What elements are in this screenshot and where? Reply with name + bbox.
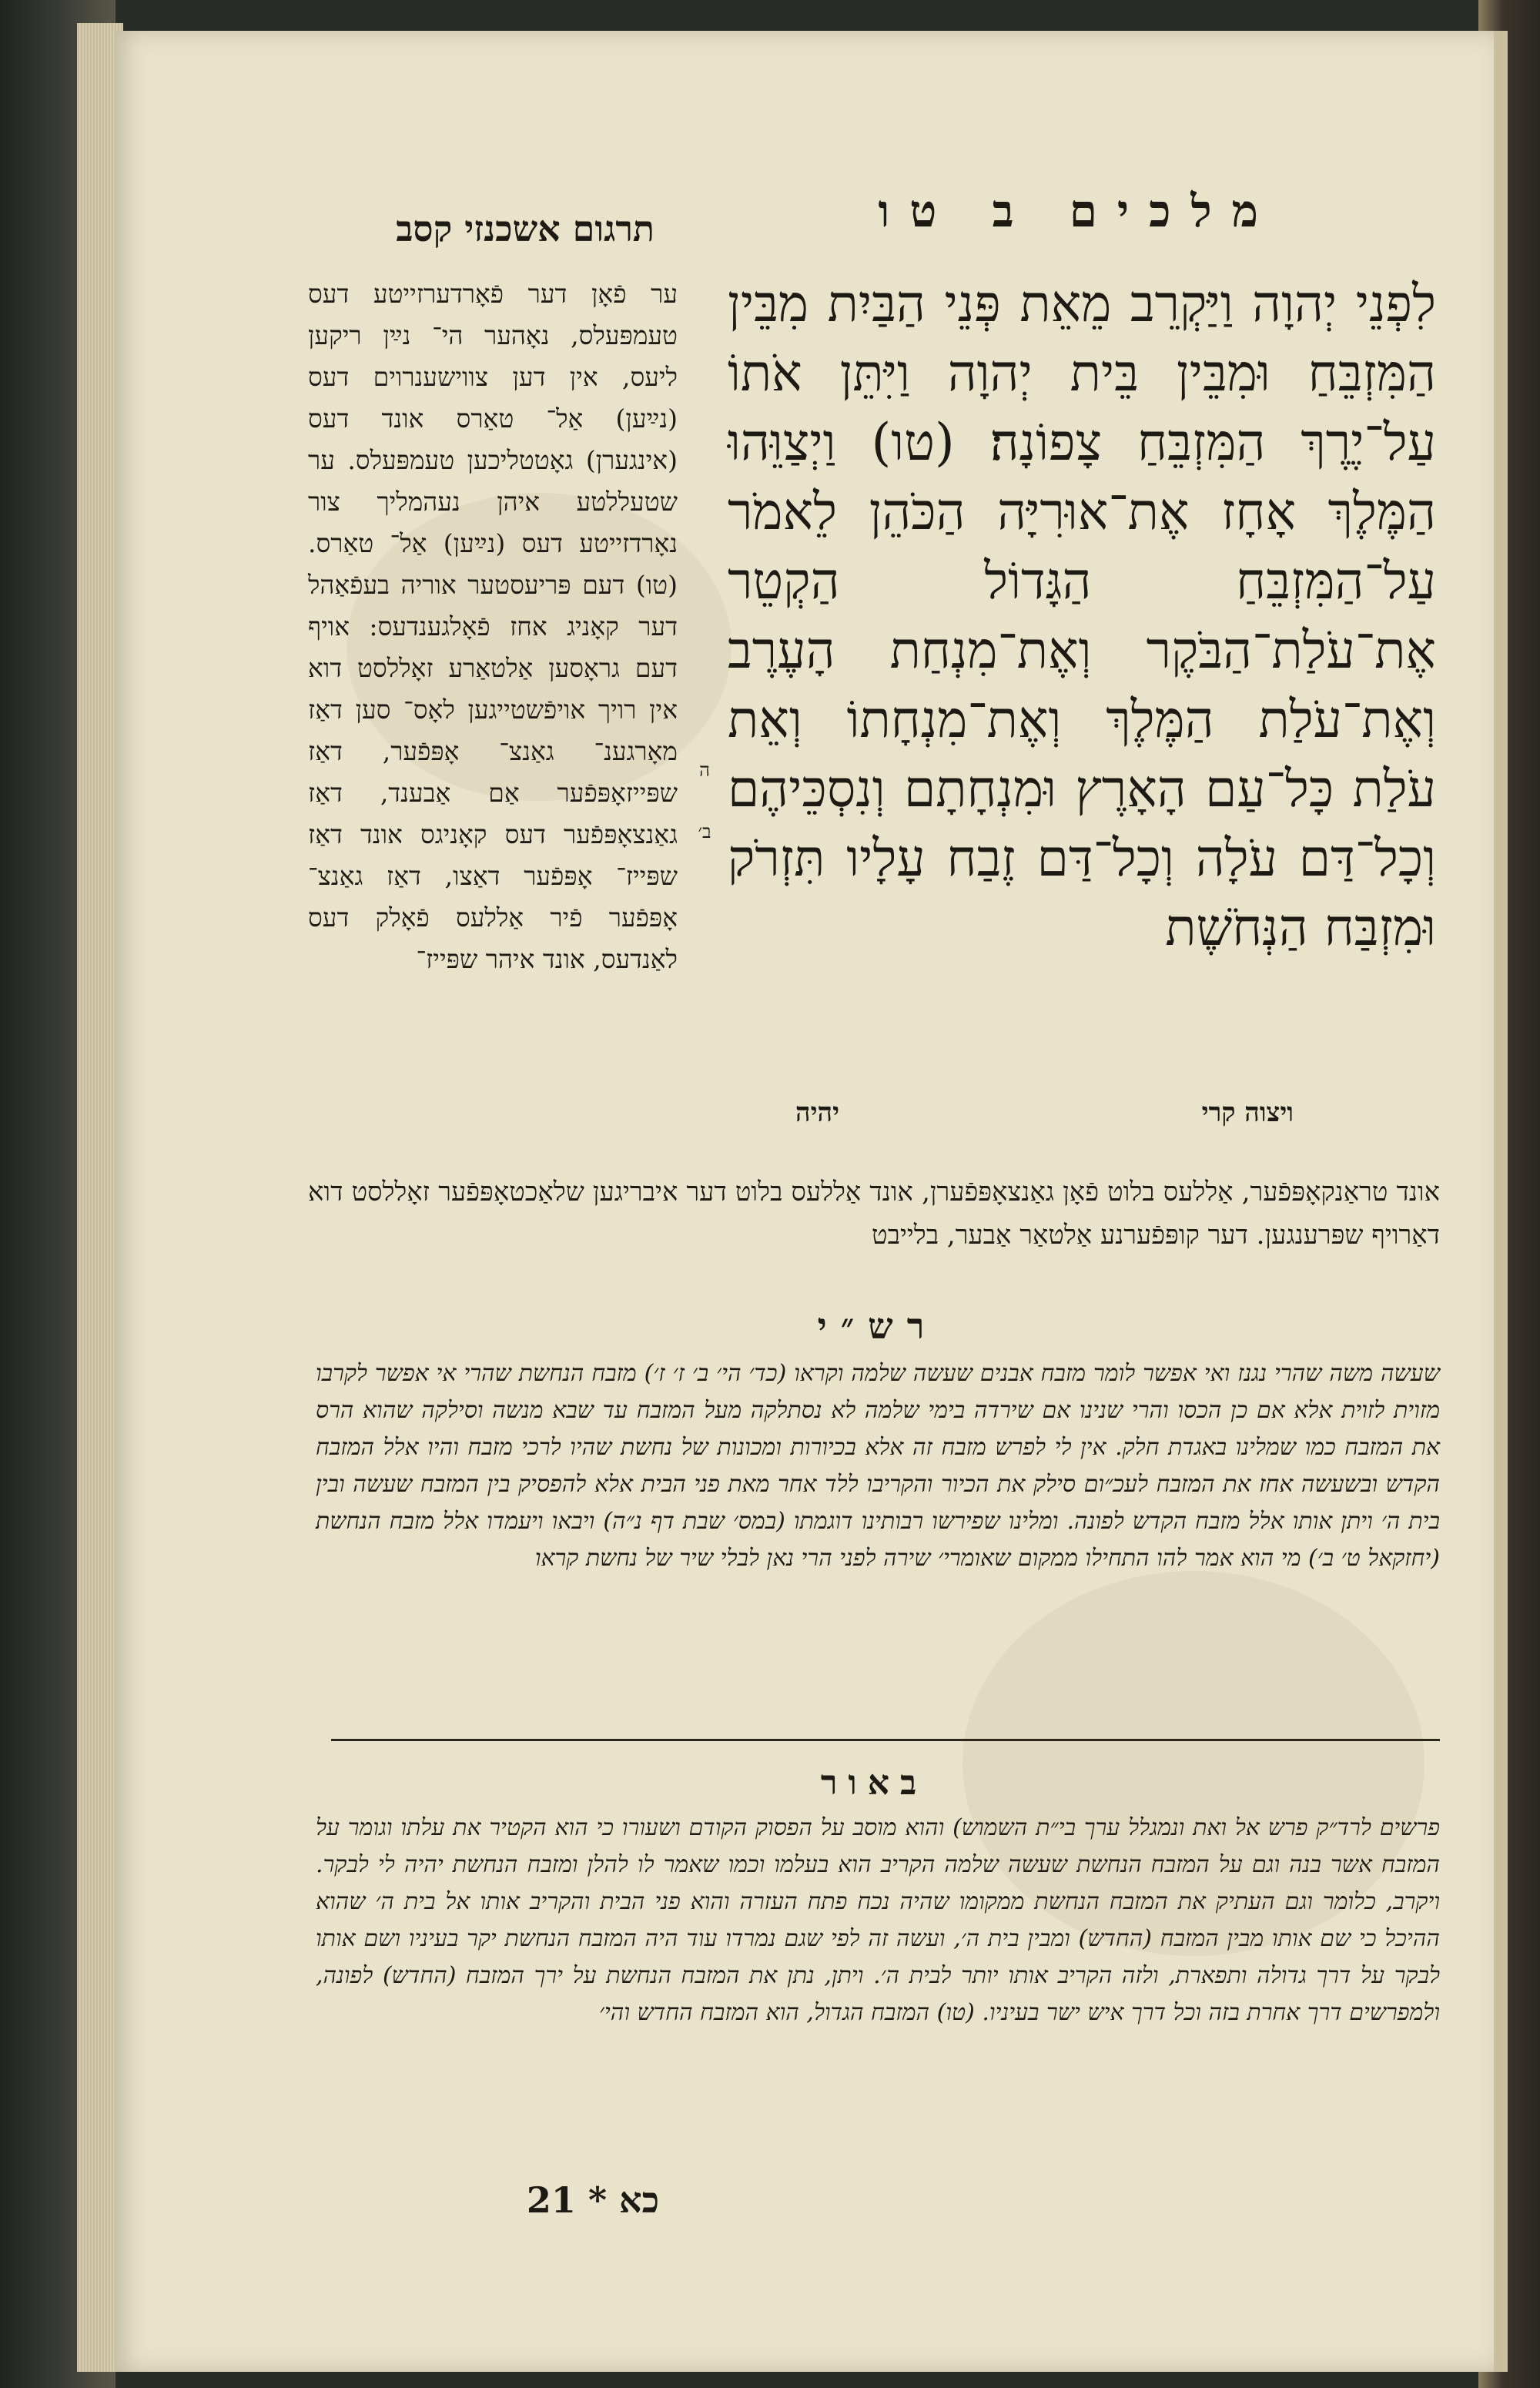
- kri-note: ויצוה קרי: [1201, 1097, 1294, 1128]
- targum-title: תרגום אשכנזי קסב: [396, 208, 654, 250]
- rashi-title: רש״י: [817, 1305, 939, 1347]
- biur-commentary: פרשים לרד״ק פרש אל ואת ונמגלל ערך בי״ת השמוש) והוא מוסב על הפסוק הקודם ושעורו כי הוא הקטיר את עלתו וגומר על המזבח אשר בנה וגם על המזבח הנחשת שעשה שלמה הקריב הוא בעלמו וכמו שאמר לו להלן ומזבח הנחשת יהיה לי לבקר. ויקרב, כלומר וגם העתיק את המזבח הנחשת ממקומו שהיה נכח פתח העזרה והוא פני הבית והקריב אותו אל בית ה׳ שהוא ההיכל כי שם אותו מבין המזבח (החדש) ומבין בית ה׳, ועשה זה לפי שגם נמרדו עוד היה המזבח הנחשת יקר בעיניו ושם אותו לבקר על דרך גדולה ותפארת, ולזה הקריב אותו יותר לבית ה׳. ויתן, נתן את המזבח הנחשת על ירך המזבח (החדש) לפונה, ולמפרשים דרך אחרת בזה וכל דרך איש ישר בעיניו. (טו) המזבח הגדול, הוא המזבח החדש והי׳: [316, 1814, 1440, 2026]
- margin-note: ב׳: [698, 821, 711, 842]
- page-number: 21 * כא: [526, 2179, 660, 2221]
- targum-text: ער פֿאָן דער פֿאָרדערזייטע דעס טעמפּעלס, נאָהער הי־ נײַן ריקען ליעס, אין דען צווישענרוים דעס (נײַען) אַל־ טאַרס אונד דעס (אינגערן) גאָטטליכען טעמפּעלס. ער שטעללטע איהן נעהמליך צור נאָרדזייטע דעס (נײַען) אַל־ טאַרס. (טו) דעם פּריעסטער אוריה בעפֿאַהל דער קאָניג אחז פֿאָלגענדעס: אויף דעם גראָסען אַלטאַרע זאָללסט דוא אין רויך אויפֿשטייגען לאָס־ סען דאַז מאָרגענ־ גאַנצ־ אָפּפֿער, דאַז שפּייזאָפּפֿער אַם אַבענד, דאַז גאַנצאָפּפֿער דעס קאָניגס אונד דאַז שפּייז־ אָפּפֿער דאַצו, דאַז גאַנצ־ אָפּפֿער פֿיר אַללעס פֿאָלק דעס לאַנדעס, אונד איהר שפּייז־: [308, 279, 678, 974]
- biur-title: באור: [820, 1763, 928, 1803]
- margin-notes: [689, 739, 720, 862]
- book-title: מלכים ב טו: [878, 185, 1278, 237]
- next-page-edge: [1494, 31, 1508, 2372]
- margin-note: ה: [699, 759, 710, 781]
- kri-note-second: יהיה: [795, 1097, 839, 1128]
- rashi-commentary: שעשה משה שהרי נגנז ואי אפשר לומר מזבח אבנים שעשה שלמה וקראו (כד׳ הי׳ ב׳ ז׳ ז׳) מזבח הנחשת שהרי אי אפשר לקרבו מזוית לזוית אלא אם כן הכסו והרי שנינו אם שירדה בימי שלמה לא נסתלקה מעל המזבח עד שבא מנשה וסילקה שהוא הרס את המזבח כמו שמלינו באגדת חלק. אין לי לפרש מזבח זה אלא בכיורות ומכונות של נחשת שהיו לרכי מזבח והיו אלל המזבח הקדש ובשעשה אחז את המזבח לעכ״ום סילק את הכיור והקריבו ללד אחר מאת פני הבית אלא להפסיק בין המזבח שעשה ובין בית ה׳ ויתן אותו אלל מזבח הקדש לפונה. ומלינו שפירשו רבותינו דוגמתו (במס׳ שבת דף נ״ה) ויבאו ויעמדו אלל מזבח הנחשת (יחזקאל ט׳ ב׳) מי הוא אמר להו התחילו ממקום שאומרי׳ שירה לפני הרי נאן לבלי שיר של נחשת קראו: [316, 1360, 1440, 1572]
- targum-continuation: אונד טראַנקאָפּפֿער, אַללעס בלוט פֿאָן גאַנצאָפּפֿערן, אונד אַללעס בלוט דער איבריגען שלאַכטאָפּפֿער זאָללסט דוא דאַרויף שפּרענגען. דער קופּפֿערנע אַלטאַר אַבער, בלייבט: [308, 1177, 1440, 1251]
- section-divider: [331, 1739, 1440, 1741]
- scripture-text: לִפְנֵי יְהוָה וַיַּקְרֵב מֵאֵת פְּנֵי הַבַּיִת מִבֵּין הַמִּזְבֵּחַ וּמִבֵּין בֵּית יְהוָה וַיִּתֵּן אֹתוֹ עַל־יֶרֶךְ הַמִּזְבֵּחַ צָפוֹנָה׃ (טו) וַיְצַוֵּהוּ הַמֶּלֶךְ אָחָז אֶת־אוּרִיָּה הַכֹּהֵן לֵאמֹר עַל־הַמִּזְבֵּחַ הַגָּדוֹל הַקְטֵר אֶת־עֹלַת־הַבֹּקֶר וְאֶת־מִנְחַת הָעֶרֶב וְאֶת־עֹלַת הַמֶּלֶךְ וְאֶת־מִנְחָתוֹ וְאֵת עֹלַת כָּל־עַם הָאָרֶץ וּמִנְחָתָם וְנִסְכֵּיהֶם וְכָל־דַּם עֹלָה וְכָל־דַּם זֶבַח עָלָיו תִּזְרֹק וּמִזְבַּח הַנְּחֹשֶׁת: [728, 274, 1436, 957]
